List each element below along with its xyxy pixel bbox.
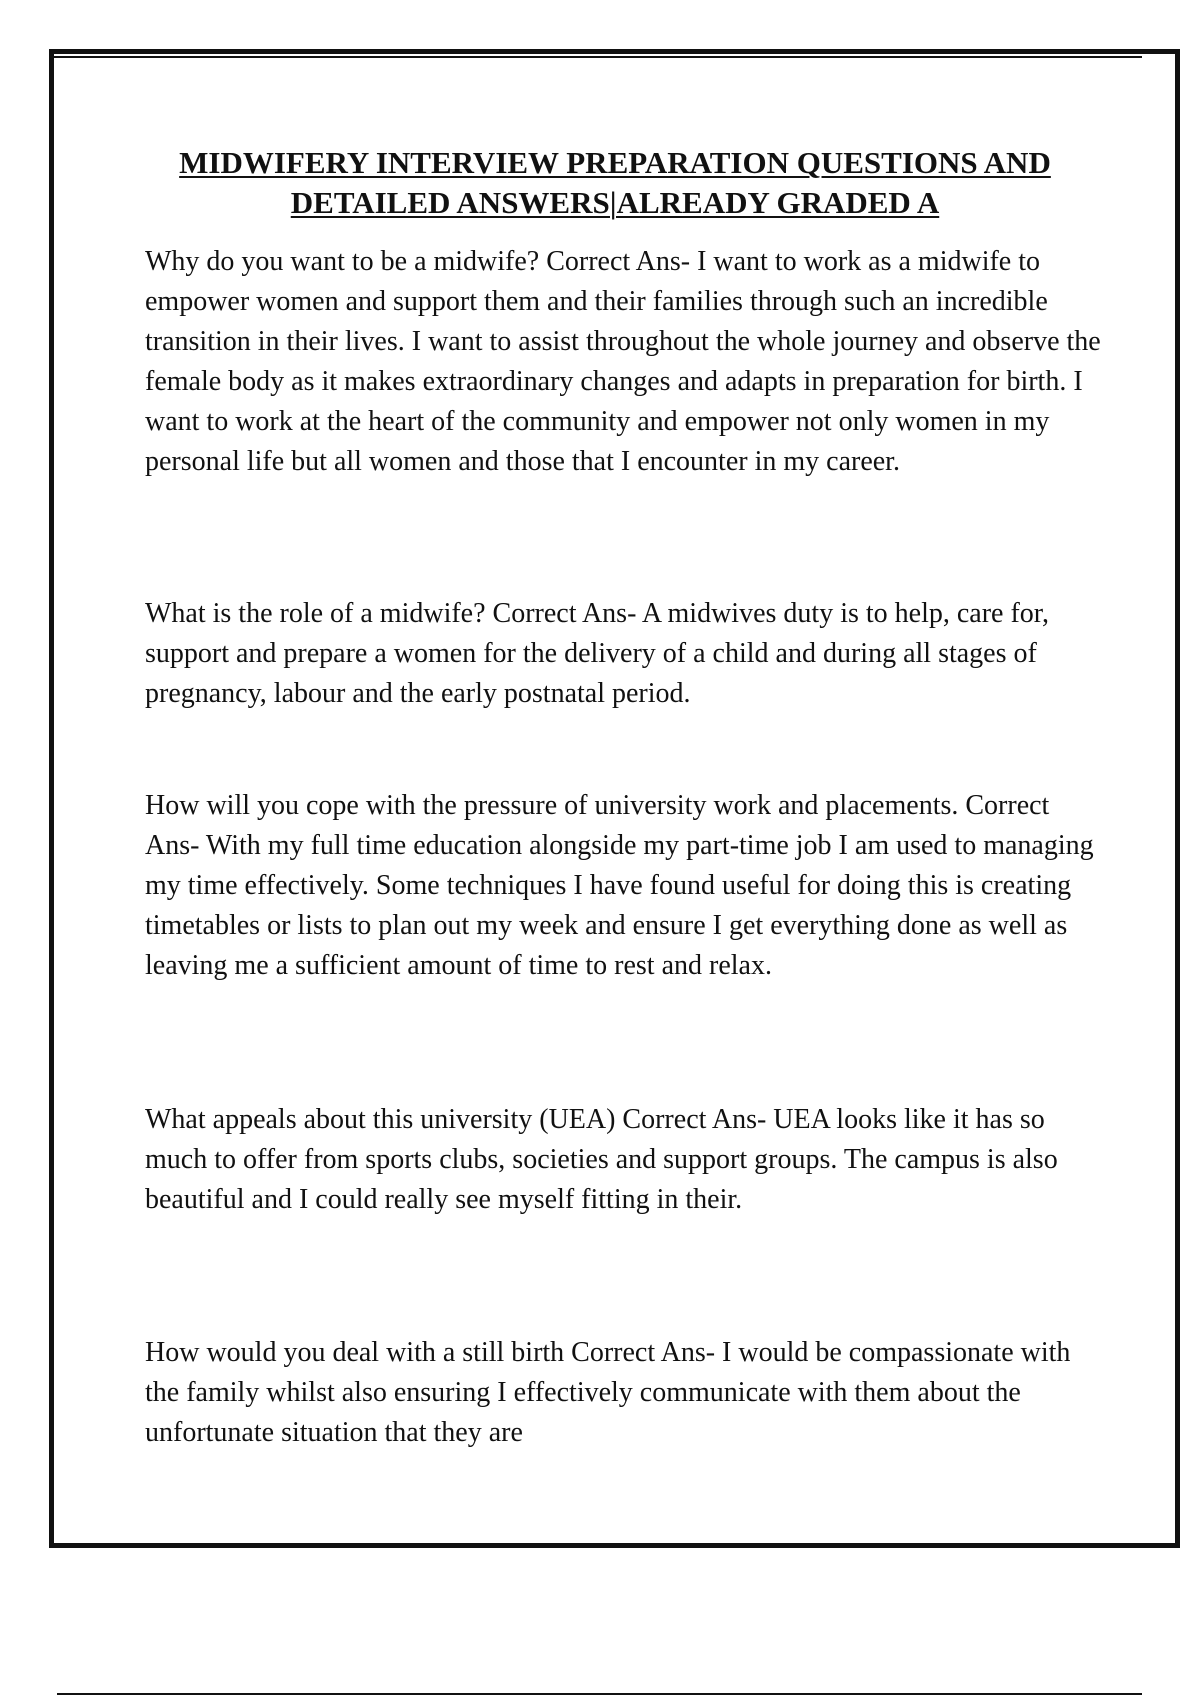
title-line-2: DETAILED ANSWERS|ALREADY GRADED A xyxy=(290,185,940,220)
top-rule xyxy=(49,56,1142,58)
title-line-1: MIDWIFERY INTERVIEW PREPARATION QUESTIONS AND xyxy=(179,145,1051,180)
qa-paragraph-5: How would you deal with a still birth Correct Ans- I would be compassionate with the family whilst also ensuring I effectively communicate with them about the unfortunate situation that they are xyxy=(145,1337,1071,1448)
qa-paragraph-1: Why do you want to be a midwife? Correct Ans- I want to work as a midwife to empower women and support them and their families through such an incredible transition in their lives. I want to assist throughout the whole journey and observe the female body as it makes extraordinary changes and adapts in preparation for birth. I want to work at the heart of the community and empower not only women in my personal life but all women and those that I encounter in my career. xyxy=(145,246,1101,477)
qa-paragraph-3: How will you cope with the pressure of university work and placements. Correct Ans- With my full time education alongside my part-time job I am used to managing my time effectively. Some techniques I have found useful for doing this is creating timetables or lists to plan out my week and ensure I get everything done as well as leaving me a sufficient amount of time to rest and relax. xyxy=(145,790,1094,981)
qa-paragraph-4: What appeals about this university (UEA) Correct Ans- UEA looks like it has so much to offer from sports clubs, societies and support groups. The campus is also beautiful and I could really see myself fitting in their. xyxy=(145,1104,1058,1215)
bottom-rule xyxy=(57,1693,1142,1695)
document-title xyxy=(140,143,1090,223)
qa-paragraph-2: What is the role of a midwife? Correct Ans- A midwives duty is to help, care for, support and prepare a women for the delivery of a child and during all stages of pregnancy, labour and the early postnatal period. xyxy=(145,598,1049,709)
